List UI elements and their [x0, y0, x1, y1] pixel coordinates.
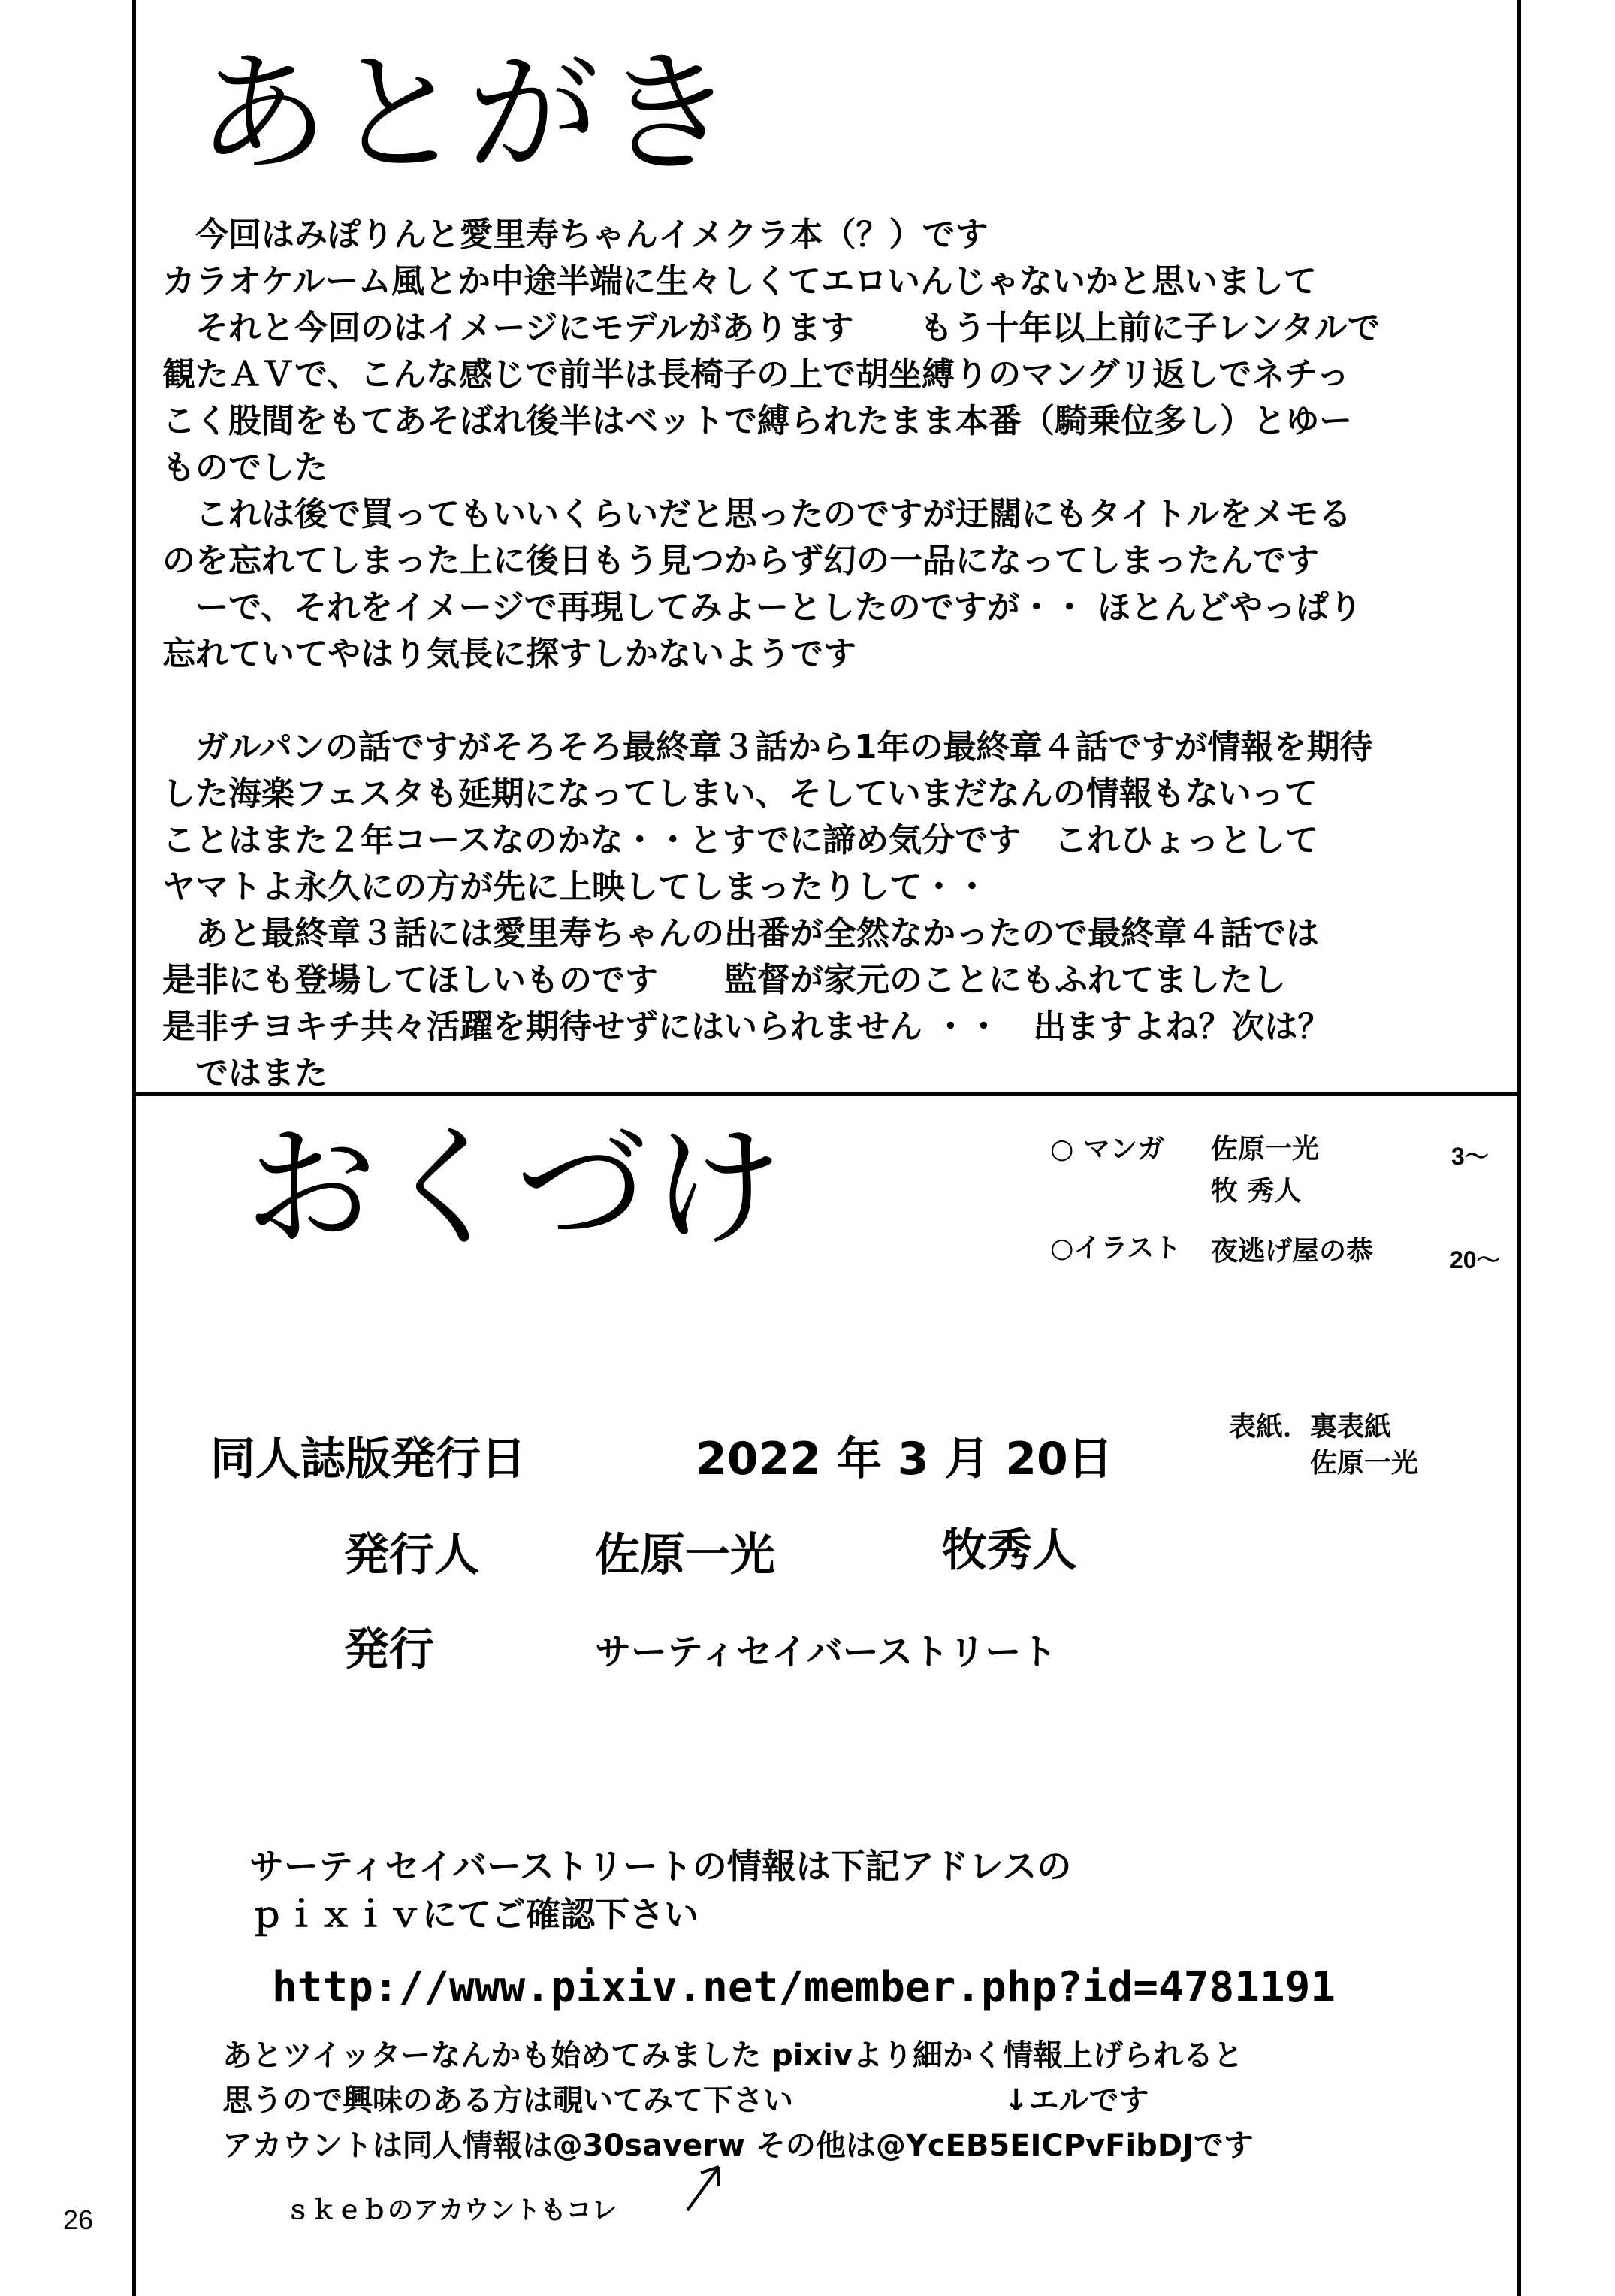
- afterword-line: カラオケルーム風とか中途半端に生々しくてエロいんじゃないかと思いまして: [162, 262, 1317, 301]
- afterword-line: ーで、それをイメージで再現してみよーとしたのですが・・ ほとんどやっぱり: [162, 588, 1363, 627]
- credit-cover-author: 佐原一光: [1310, 1448, 1419, 1479]
- info-line: ｐｉｘｉｖにてご確認下さい: [249, 1894, 699, 1935]
- credit-illust-label: ○イラスト: [1050, 1233, 1182, 1264]
- afterword-line: ガルパンの話ですがそろそろ最終章３話から1年の最終章４話ですが情報を期待: [162, 728, 1373, 766]
- credit-manga-author: 牧 秀人: [1211, 1176, 1302, 1207]
- afterword-line: あと最終章３話には愛里寿ちゃんの出番が全然なかったので最終章４話では: [162, 914, 1319, 953]
- afterword-body: [162, 212, 1381, 1097]
- colophon-title: おくづけ: [245, 1111, 786, 1265]
- afterword-line: 観たＡＶで、こんな感じで前半は長椅子の上で胡坐縛りのマングリ返しでネチっ: [162, 355, 1350, 394]
- issuer-name: サーティセイバーストリート: [595, 1631, 1058, 1673]
- twitter-text: [222, 2033, 1254, 2168]
- afterword-line: これは後で買ってもいいくらいだと思ったのですが迂闊にもタイトルをメモる: [162, 495, 1352, 533]
- afterword-line: 忘れていてやはり気長に探すしかないようです: [162, 635, 856, 673]
- afterword-blank-line: [162, 678, 1381, 724]
- afterword-line: 今回はみぽりんと愛里寿ちゃんイメクラ本（？）です: [162, 216, 989, 254]
- afterword-line: した海楽フェスタも延期になってしまい、そしていまだなんの情報もないって: [162, 775, 1318, 813]
- afterword-line: それと今回のはイメージにモデルがあります もう十年以上前に子レンタルで: [162, 309, 1381, 347]
- info-line: サーティセイバーストリートの情報は下記アドレスの: [249, 1846, 1072, 1887]
- credit-cover-label: 表紙．裏表紙: [1229, 1412, 1392, 1443]
- twitter-line: アカウントは同人情報は@30saverw その他は@YcEB5EICPvFibDJです: [222, 2128, 1254, 2163]
- credit-manga-pages: 3～: [1451, 1143, 1489, 1170]
- issuer-label: 発行: [344, 1624, 434, 1676]
- publisher-name: 牧秀人: [942, 1524, 1077, 1577]
- afterword-line: ものでした: [162, 449, 328, 487]
- afterword-line: ヤマトよ永久にの方が先に上映してしまったりして・・: [162, 868, 989, 906]
- publication-date-label: 同人誌版発行日: [210, 1433, 526, 1485]
- publication-date: 2022 年 3 月 20日: [696, 1433, 1113, 1485]
- pixiv-url: http://www.pixiv.net/member.php?id=4781191: [272, 1963, 1336, 2012]
- afterword-line: 是非チヨキチ共々活躍を期待せずにはいられません ・・ 出ますよね？次は？: [162, 1008, 1331, 1046]
- credit-manga-label: ○ マンガ: [1050, 1134, 1164, 1165]
- afterword-line: のを忘れてしまった上に後日もう見つからず幻の一品になってしまったんです: [162, 542, 1319, 580]
- twitter-line: 思うので興味のある方は覗いてみて下さい ↓エルです: [222, 2083, 1149, 2118]
- info-text: [249, 1842, 1071, 1938]
- afterword-line: ではまた: [162, 1054, 328, 1092]
- publisher-label: 発行人: [344, 1529, 479, 1582]
- afterword-line: ことはまた２年コースなのかな・・とすでに諦め気分です これひょっとして: [162, 821, 1319, 859]
- page-number: 26: [63, 2204, 94, 2235]
- twitter-line: あとツイッターなんかも始めてみました pixivより細かく情報上げられると: [222, 2038, 1244, 2073]
- credit-illust-pages: 20～: [1450, 1246, 1501, 1273]
- publisher-name: 佐原一光: [595, 1529, 775, 1582]
- afterword-title: あとがき: [197, 37, 738, 191]
- skeb-note: ｓｋｅｂのアカウントもコレ: [285, 2195, 617, 2225]
- afterword-line: こく股間をもてあそばれ後半はベットで縛られたまま本番（騎乗位多し）とゆー: [162, 402, 1352, 440]
- up-arrow-icon: [674, 2162, 734, 2215]
- afterword-line: 是非にも登場してほしいものです 監督が家元のことにもふれてましたし: [162, 961, 1286, 999]
- credit-illust-author: 夜逃げ屋の恭: [1211, 1236, 1374, 1267]
- credit-manga-author: 佐原一光: [1211, 1134, 1320, 1165]
